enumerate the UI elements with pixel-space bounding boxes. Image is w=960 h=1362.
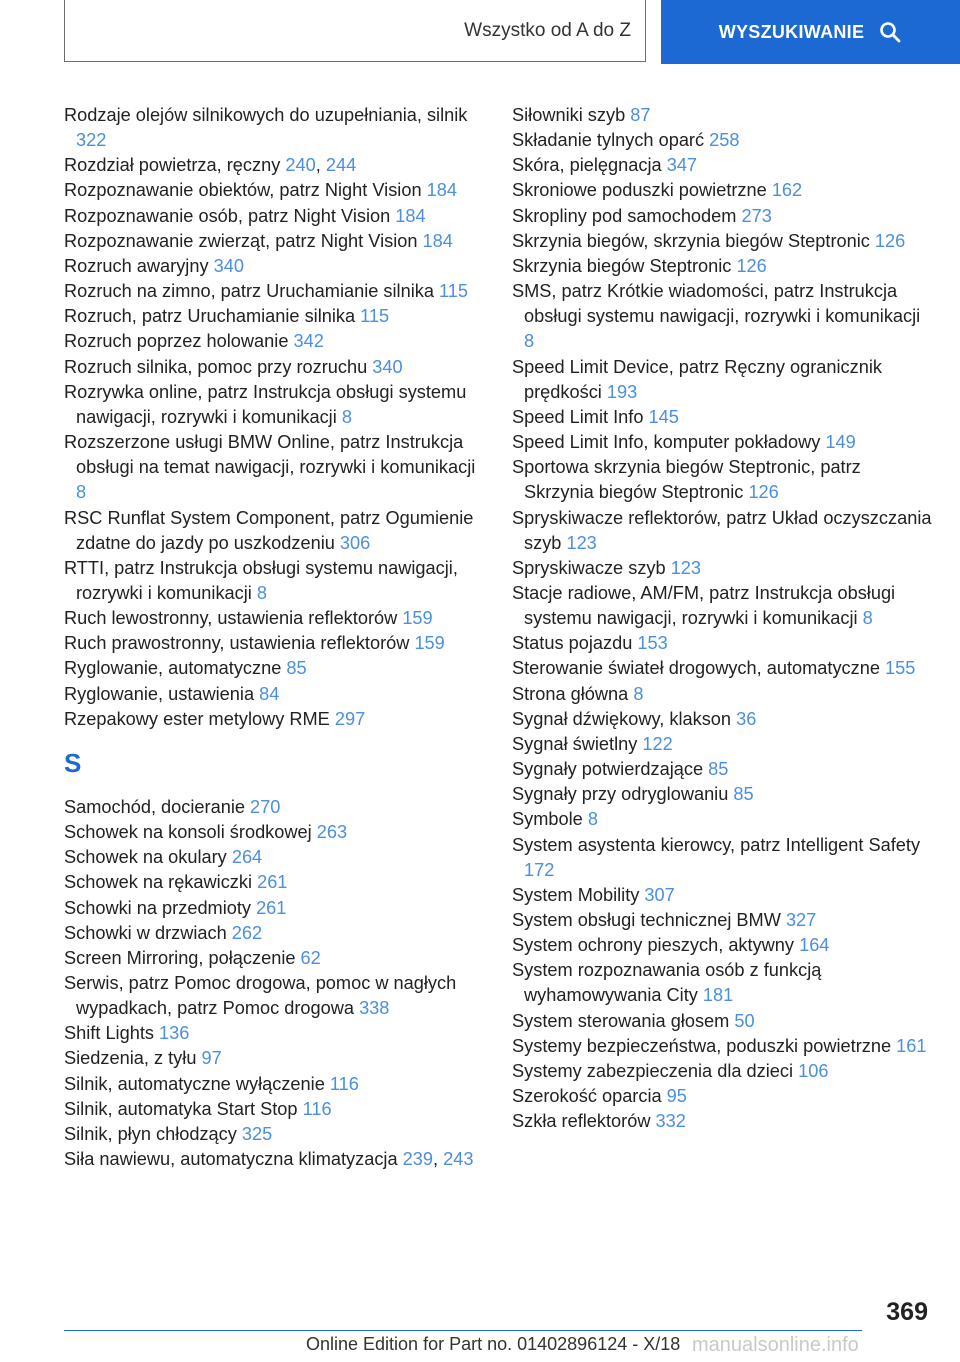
page-link[interactable]: 145 (648, 406, 679, 427)
page-link[interactable]: 85 (286, 658, 307, 679)
page-link[interactable]: 184 (395, 205, 426, 226)
index-entry (64, 355, 484, 380)
index-entry (64, 921, 484, 946)
index-entry-term: Schowki na przedmioty (64, 897, 257, 918)
index-entry (64, 1122, 484, 1147)
index-column-right (512, 103, 932, 1134)
page-link[interactable]: 8 (587, 809, 598, 830)
page-link[interactable]: 85 (733, 784, 754, 805)
index-entry-term: Sygnał świetlny (512, 733, 643, 754)
index-entry-term: Systemy zabezpieczenia dla dzieci (512, 1060, 799, 1081)
index-entry (512, 103, 932, 128)
index-entry-term: Speed Limit Info (512, 406, 649, 427)
page-link[interactable]: 115 (439, 281, 469, 302)
page-link[interactable]: 244 (325, 155, 357, 176)
page-link[interactable]: 240 (285, 155, 316, 176)
index-entry (64, 1046, 484, 1071)
index-column-left (64, 103, 484, 1172)
page-link[interactable]: 155 (885, 658, 916, 679)
index-entry (64, 682, 484, 707)
index-entry-term: Składanie tylnych oparć (512, 130, 710, 151)
index-entry (64, 153, 484, 178)
index-entry (512, 958, 932, 1008)
index-entry-term: Schowki w drzwiach (64, 922, 232, 943)
index-entry (512, 782, 932, 807)
index-entry-term: Rozruch na zimno, patrz Uruchamianie silnika (64, 281, 440, 302)
page-link[interactable]: 239 (402, 1149, 433, 1170)
index-entry (512, 631, 932, 656)
index-entry (512, 1034, 932, 1059)
index-entry (512, 807, 932, 832)
index-entry-term: RTTI, patrz Instrukcja obsługi systemu nawigacji, rozrywki i komunikacji (64, 557, 458, 603)
index-entry-term: Silnik, automatyczne wyłączenie (64, 1073, 330, 1094)
index-entry (64, 178, 484, 203)
index-entry-term: Skropliny pod samochodem (512, 205, 742, 226)
index-entry-term: Rzepakowy ester metylowy RME (64, 708, 335, 729)
page-link[interactable]: 270 (250, 796, 281, 817)
page-link[interactable]: 115 (360, 306, 390, 327)
index-entry-term: Sygnały przy odryglowaniu (512, 784, 734, 805)
page-link[interactable]: 342 (293, 331, 324, 352)
index-entry (512, 581, 932, 631)
index-entry-term: Sygnały potwierdzające (512, 759, 709, 780)
index-entry-term: Screen Mirroring, połączenie (64, 947, 301, 968)
index-entry-term: System ochrony pieszych, aktywny (512, 935, 800, 956)
index-entry (512, 254, 932, 279)
page-link[interactable]: 340 (372, 356, 403, 377)
index-entry-term: Samochód, docieranie (64, 796, 251, 817)
page-link[interactable]: 193 (606, 381, 638, 402)
page-link[interactable]: 8 (76, 482, 87, 503)
page-link[interactable]: 164 (799, 935, 830, 956)
index-entry (64, 304, 484, 329)
index-entry-term: System sterowania głosem (512, 1010, 735, 1031)
page-link[interactable]: 325 (241, 1123, 273, 1144)
index-entry-term: Skrzynia biegów Steptronic (512, 255, 737, 276)
page-link[interactable]: 243 (443, 1149, 474, 1170)
index-entry-term: Schowek na konsoli środkowej (64, 822, 317, 843)
page-link[interactable]: 264 (231, 847, 263, 868)
index-entry-term: Strona główna (512, 683, 634, 704)
index-entry-term: System asystenta kierowcy, patrz Intelligent Safety (512, 834, 921, 855)
page-link[interactable]: 153 (637, 633, 668, 654)
index-entry (64, 971, 484, 1021)
page-link[interactable]: 338 (359, 998, 390, 1019)
top-navigation (64, 0, 960, 64)
page-link[interactable]: 123 (670, 557, 702, 578)
index-entry (512, 757, 932, 782)
index-entry-term: System obsługi technicznej BMW (512, 910, 786, 930)
page-link[interactable]: 172 (524, 859, 555, 880)
page-link[interactable]: 262 (231, 922, 263, 943)
index-entry (64, 606, 484, 631)
index-entry-term: Ryglowanie, automatyczne (64, 658, 287, 679)
index-entry-term: Rozpoznawanie osób, patrz Night Vision (64, 205, 396, 226)
page-link[interactable]: 184 (426, 180, 457, 201)
index-entry (64, 820, 484, 845)
page-link[interactable]: 307 (644, 884, 675, 905)
index-entry-term: Systemy bezpieczeństwa, poduszki powietrzne (512, 1035, 897, 1056)
index-entry (512, 204, 932, 229)
index-entry (64, 380, 484, 430)
index-entry (512, 229, 932, 254)
page-link[interactable]: 306 (339, 532, 371, 553)
page-link[interactable]: 273 (741, 205, 772, 226)
page-link[interactable]: 340 (213, 255, 244, 276)
page-link[interactable]: 159 (402, 608, 433, 629)
page-link[interactable]: 322 (76, 130, 107, 151)
index-entry (64, 946, 484, 971)
index-entry-term: Sportowa skrzynia biegów Steptronic, patrz Skrzynia biegów Steptronic (512, 457, 861, 503)
index-entry (512, 682, 932, 707)
page-link[interactable]: 332 (655, 1111, 686, 1132)
index-entry (512, 1009, 932, 1034)
index-entry-term: Shift Lights (64, 1023, 160, 1044)
page-link[interactable]: 149 (825, 432, 856, 453)
index-entry-term: Silnik, płyn chłodzący (64, 1123, 242, 1144)
index-entry-term: System rozpoznawania osób z funkcją wyhamowywania City (512, 960, 822, 1006)
index-entry-term: Skrzynia biegów, skrzynia biegów Steptronic (512, 230, 875, 251)
index-entry-term: RSC Runflat System Component, patrz Ogumienie zdatne do jazdy po uszkodzeniu (64, 507, 474, 553)
index-entry (512, 178, 932, 203)
page-link[interactable]: 261 (257, 872, 288, 893)
index-entry (64, 254, 484, 279)
page-link[interactable]: 297 (334, 708, 366, 729)
page-link[interactable]: 8 (524, 331, 535, 352)
page-link[interactable]: 87 (630, 105, 651, 125)
index-entry (64, 506, 484, 556)
index-entry (64, 229, 484, 254)
index-entry-term: Rozruch poprzez holowanie (64, 331, 294, 352)
index-entry (512, 883, 932, 908)
index-entry (512, 1059, 932, 1084)
footer-divider (64, 1330, 862, 1331)
index-entry-term: Stacje radiowe, AM/FM, patrz Instrukcja obsługi systemu nawigacji, rozrywki i komunikacji (512, 582, 896, 629)
page-link[interactable]: 184 (422, 230, 453, 251)
page-link[interactable]: 8 (633, 683, 644, 704)
index-entry (64, 556, 484, 606)
index-entry-term: Sterowanie świateł drogowych, automatyczne (512, 658, 886, 679)
page-link[interactable]: 263 (316, 822, 348, 843)
page-link[interactable]: 8 (862, 608, 873, 629)
page-link[interactable]: 84 (259, 683, 280, 704)
index-entry-term: Siedzenia, z tyłu (64, 1048, 202, 1069)
page-separator: , (315, 155, 326, 176)
index-group-r (64, 103, 484, 732)
index-entry-term: Status pojazdu (512, 633, 638, 654)
index-entry (64, 845, 484, 870)
page-link[interactable]: 85 (708, 759, 729, 780)
page-separator: , (433, 1149, 444, 1170)
index-entry (512, 455, 932, 505)
index-entry (64, 896, 484, 921)
index-entry-term: Szerokość oparcia (512, 1086, 667, 1107)
tab-search[interactable] (661, 0, 960, 64)
index-entry-term: Rodzaje olejów silnikowych do uzupełniania, silnik (64, 105, 468, 125)
page-link[interactable]: 347 (666, 155, 698, 176)
index-entry (64, 279, 484, 304)
page-link[interactable]: 116 (329, 1073, 359, 1094)
index-group-s (64, 795, 484, 1172)
page-link[interactable]: 95 (666, 1086, 687, 1107)
index-entry (64, 1147, 484, 1172)
index-entry-term: System Mobility (512, 884, 645, 905)
index-entry (64, 795, 484, 820)
index-entry-term: Rozdział powietrza, ręczny (64, 155, 286, 176)
index-entry-term: Symbole (512, 809, 588, 830)
page-link[interactable]: 50 (734, 1010, 755, 1031)
index-entry-term: SMS, patrz Krótkie wiadomości, patrz Instrukcja obsługi systemu nawigacji, rozrywki i komunikacji (512, 281, 921, 327)
page-link[interactable]: 136 (159, 1023, 190, 1044)
section-letter-s: S (64, 747, 82, 778)
index-entry (512, 1084, 932, 1109)
index-entry-term: Schowek na rękawiczki (64, 872, 258, 893)
index-entry (512, 732, 932, 757)
tab-a-to-z[interactable] (64, 0, 646, 62)
page-link[interactable]: 162 (771, 180, 803, 201)
index-entry (512, 430, 932, 455)
index-group-right (512, 103, 932, 1134)
index-entry-term: Speed Limit Device, patrz Ręczny ogranicznik prędkości (512, 356, 882, 402)
footer-edition: Online Edition for Part no. 01402896124 - X/18 (306, 1334, 681, 1354)
index-entry (512, 656, 932, 681)
index-entry-term: Skroniowe poduszki powietrzne (512, 180, 772, 201)
index-entry (512, 355, 932, 405)
index-entry-term: Rozrywka online, patrz Instrukcja obsługi systemu nawigacji, rozrywki i komunikacji (64, 381, 467, 427)
tab-search-label: WYSZUKIWANIE (718, 21, 865, 42)
index-entry-term: Ruch prawostronny, ustawienia reflektorów (64, 633, 415, 654)
index-entry (512, 1109, 932, 1134)
page-link[interactable]: 161 (896, 1035, 927, 1056)
page-link[interactable]: 258 (709, 130, 740, 151)
index-entry (512, 908, 932, 933)
page-link[interactable]: 36 (736, 708, 757, 729)
page-link[interactable]: 8 (341, 406, 352, 427)
index-entry-term: Silnik, automatyka Start Stop (64, 1098, 303, 1119)
index-entry (512, 405, 932, 430)
page-link[interactable]: 122 (642, 733, 673, 754)
page-link[interactable]: 126 (748, 482, 779, 503)
index-entry (512, 506, 932, 556)
index-entry (64, 631, 484, 656)
tab-a-to-z-label: Wszystko od A do Z (464, 19, 631, 41)
page-link[interactable]: 261 (256, 897, 287, 918)
index-entry-term: Siła nawiewu, automatyczna klimatyzacja (64, 1149, 403, 1170)
index-entry (512, 556, 932, 581)
index-entry-term: Skóra, pielęgnacja (512, 155, 667, 176)
page-link[interactable]: 8 (256, 582, 268, 603)
page-link[interactable]: 106 (798, 1060, 829, 1081)
index-entry (512, 833, 932, 883)
index-entry-term: Siłowniki szyb (512, 105, 631, 125)
index-entry-term: Rozruch silnika, pomoc przy rozruchu (64, 356, 373, 377)
index-entry (64, 1021, 484, 1046)
index-entry (512, 153, 932, 178)
index-entry-term: Rozpoznawanie zwierząt, patrz Night Vision (64, 230, 423, 251)
index-entry (64, 1097, 484, 1122)
index-entry (64, 204, 484, 229)
index-entry-term: Rozpoznawanie obiektów, patrz Night Vision (64, 180, 427, 201)
page-link[interactable]: 159 (414, 633, 445, 654)
page-link[interactable]: 123 (566, 532, 597, 553)
page-link[interactable]: 126 (736, 255, 767, 276)
index-entry (512, 279, 932, 354)
index-entry-term: Ryglowanie, ustawienia (64, 683, 260, 704)
index-entry-term: Rozruch awaryjny (64, 255, 214, 276)
page-link[interactable]: 327 (785, 910, 817, 930)
index-entry (64, 329, 484, 354)
index-entry-term: Rozruch, patrz Uruchamianie silnika (64, 306, 361, 327)
index-entry (64, 430, 484, 505)
page-link[interactable]: 97 (201, 1048, 222, 1069)
index-entry-term: Szkła reflektorów (512, 1111, 656, 1132)
index-entry-term: Spryskiwacze szyb (512, 557, 671, 578)
search-icon (878, 20, 902, 44)
index-entry-term: Spryskiwacze reflektorów, patrz Układ oczyszczania szyb (512, 507, 932, 553)
footer-watermark: manualsonline.info (692, 1334, 859, 1356)
index-entry-term: Speed Limit Info, komputer pokładowy (512, 432, 826, 453)
page-link[interactable]: 126 (874, 230, 906, 251)
index-entry-term: Schowek na okulary (64, 847, 232, 868)
index-entry (64, 870, 484, 895)
index-entry (512, 707, 932, 732)
index-entry-term: Sygnał dźwiękowy, klakson (512, 708, 737, 729)
page-number: 369 (886, 1298, 928, 1326)
index-entry-term: Ruch lewostronny, ustawienia reflektorów (64, 608, 403, 629)
index-entry (512, 128, 932, 153)
index-entry-term: Serwis, patrz Pomoc drogowa, pomoc w nagłych wypadkach, patrz Pomoc drogowa (64, 973, 457, 1019)
page-link[interactable]: 181 (702, 985, 734, 1006)
page-link[interactable]: 116 (302, 1098, 332, 1119)
index-entry (512, 933, 932, 958)
index-entry (64, 656, 484, 681)
index-entry-term: Rozszerzone usługi BMW Online, patrz Instrukcja obsługi na temat nawigacji, rozrywki i komunikacji (64, 432, 476, 478)
index-entry (64, 103, 484, 153)
index-entry (64, 1072, 484, 1097)
page-link[interactable]: 62 (300, 947, 321, 968)
index-entry (64, 707, 484, 732)
